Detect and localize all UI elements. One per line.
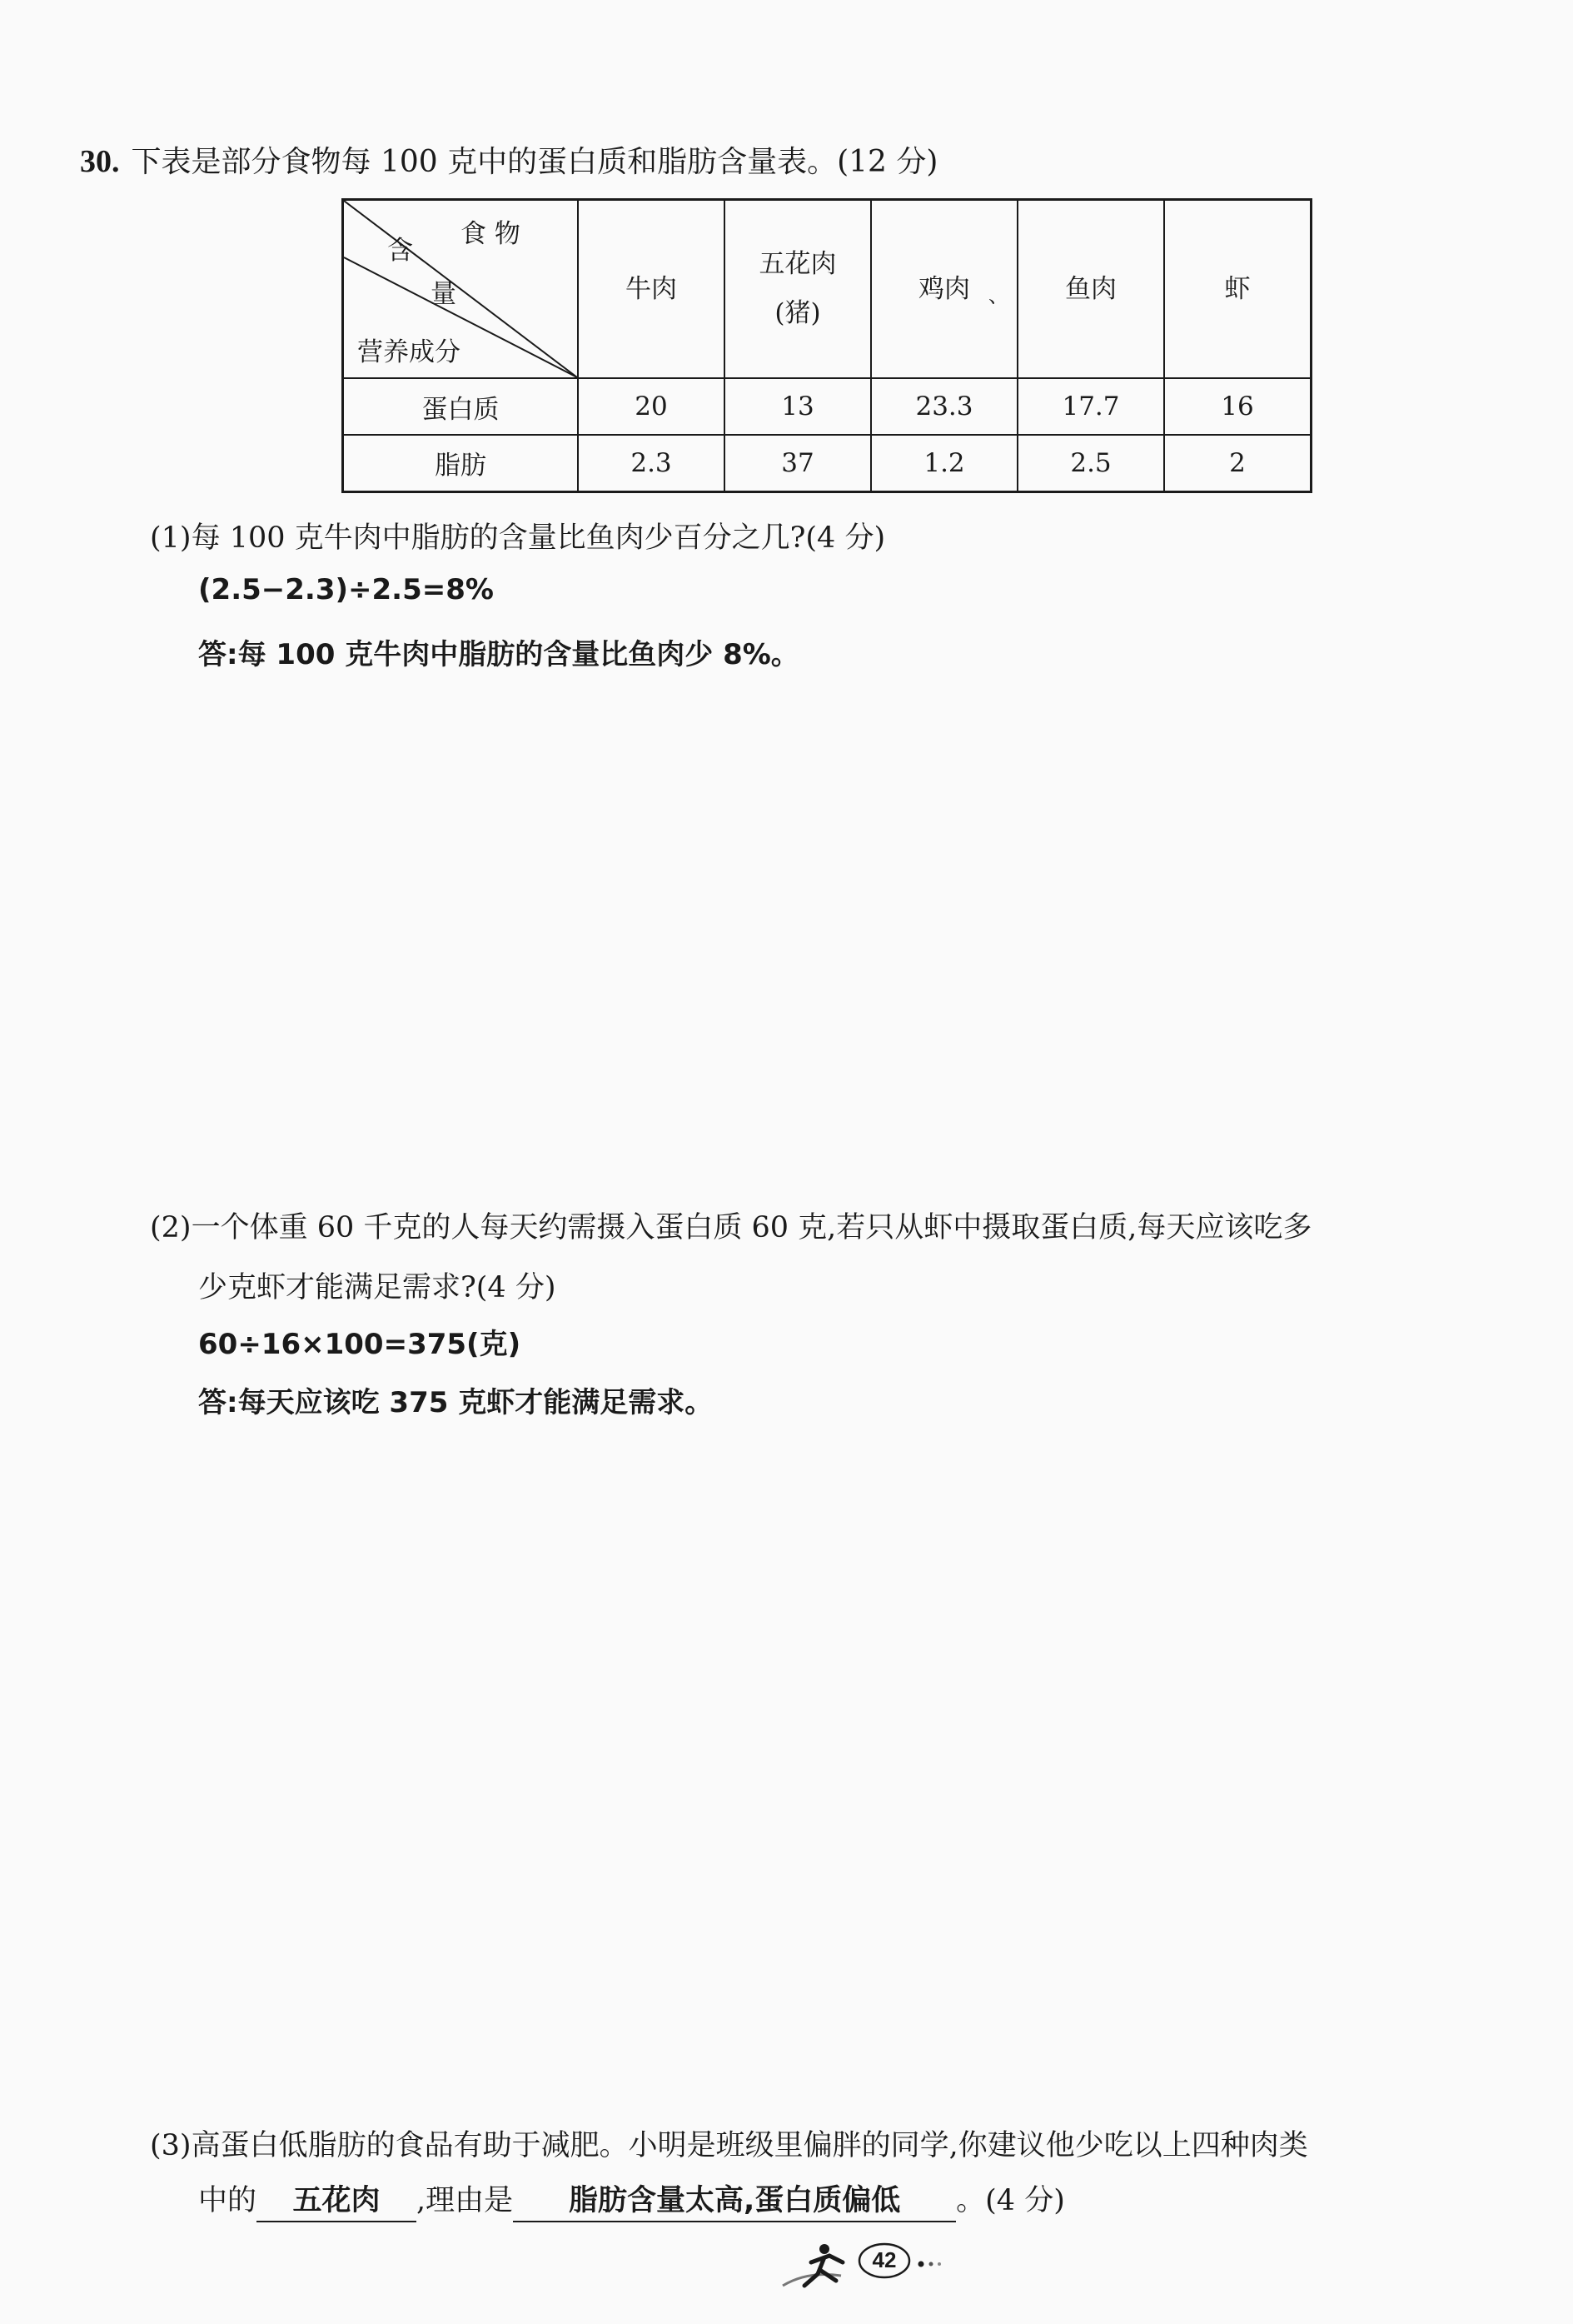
corner-content-label: 含 (387, 236, 413, 266)
table-corner-cell (343, 200, 579, 379)
cell-fat-chicken: 1.2 (871, 435, 1018, 491)
corner-amount-label: 量 (431, 279, 456, 309)
corner-food-label: 食 物 (460, 219, 520, 249)
row-label-protein: 蛋白质 (343, 378, 579, 435)
cell-protein-chicken: 23.3 (871, 378, 1018, 435)
corner-nutrient-label: 营养成分 (357, 337, 460, 367)
column-header-beef: 牛肉 (578, 200, 724, 379)
question-text: 下表是部分食物每 100 克中的蛋白质和脂肪含量表。(12 分) (131, 145, 938, 179)
part3-suffix: 。(4 分) (956, 2184, 1065, 2217)
table-row-fat (343, 435, 1312, 491)
page-number: 42 (872, 2247, 897, 2272)
cell-protein-pork: 13 (724, 378, 871, 435)
part3-blank-food: 五花肉 (256, 2177, 416, 2222)
column-header-pork-belly: 五花肉 (猪) (724, 200, 871, 379)
cell-protein-beef: 20 (578, 378, 724, 435)
cell-fat-fish: 2.5 (1018, 435, 1164, 491)
part2-question-line1: (2)一个体重 60 千克的人每天约需摄入蛋白质 60 克,若只从虾中摄取蛋白质,每天应该吃多 (150, 1211, 1312, 1244)
part3-blank-reason: 脂肪含量太高,蛋白质偏低 (513, 2177, 956, 2222)
column-header-fish: 鱼肉 (1018, 200, 1164, 379)
cell-protein-shrimp: 16 (1164, 378, 1312, 435)
page-footer (774, 2237, 974, 2296)
column-header-chicken: 鸡肉 、 (871, 200, 1018, 379)
part1-question: (1)每 100 克牛肉中脂肪的含量比鱼肉少百分之几?(4 分) (150, 521, 886, 555)
part1-work: (2.5−2.3)÷2.5=8% (198, 573, 494, 606)
part1-answer: 答:每 100 克牛肉中脂肪的含量比鱼肉少 8%。 (198, 638, 799, 671)
column-header-shrimp: 虾 (1164, 200, 1312, 379)
cell-fat-shrimp: 2 (1164, 435, 1312, 491)
part3-question-line2 (198, 2177, 1065, 2222)
stray-mark: 、 (988, 284, 1008, 307)
question-title (80, 138, 938, 181)
table-row-protein (343, 378, 1312, 435)
part2-answer: 答:每天应该吃 375 克虾才能满足需求。 (198, 1386, 714, 1419)
part3-question-line1: (3)高蛋白低脂肪的食品有助于减肥。小明是班级里偏胖的同学,你建议他少吃以上四种肉类 (150, 2129, 1308, 2162)
cell-fat-beef: 2.3 (578, 435, 724, 491)
part3-middle: ,理由是 (416, 2184, 514, 2217)
nutrition-table (341, 198, 1312, 493)
part2-question-line2: 少克虾才能满足需求?(4 分) (198, 1271, 556, 1304)
cell-protein-fish: 17.7 (1018, 378, 1164, 435)
question-number: 30. (80, 144, 120, 179)
row-label-fat: 脂肪 (343, 435, 579, 491)
part2-work: 60÷16×100=375(克) (198, 1328, 521, 1361)
cell-fat-pork: 37 (724, 435, 871, 491)
part3-prefix: 中的 (198, 2184, 257, 2217)
